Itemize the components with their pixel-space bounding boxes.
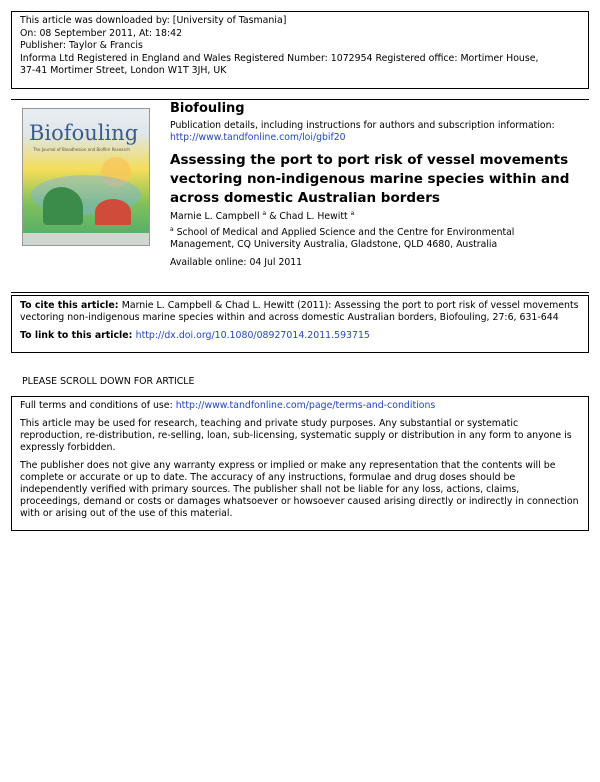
terms-lead: Full terms and conditions of use:	[20, 400, 176, 411]
terms-paragraph-2: The publisher does not give any warranty express or implied or make any representation that the contents will be complete or accurate or up to date. The accuracy of any instructions, formulae and drug doses should be independently verified with primary sources. The publisher shall not be liable for any loss, actions, claims, proceedings, demand or costs or damages whatsoever or howsoever caused arising directly or indirectly in connection with or arising out of the use of this material.	[20, 460, 579, 519]
publication-details	[170, 120, 555, 144]
terms-paragraph-1: This article may be used for research, teaching and private study purposes. Any substantial or systematic reproduction, re-distribution, re-selling, loan, sub-licensing, systematic supply or distribution in any form to anyone is expressly forbidden.	[20, 418, 572, 453]
citation-box	[11, 295, 589, 353]
available-online: Available online: 04 Jul 2011	[170, 257, 303, 268]
cover-art-coral	[95, 199, 131, 225]
scroll-notice: PLEASE SCROLL DOWN FOR ARTICLE	[22, 376, 195, 387]
cite-label: To cite this article:	[20, 300, 122, 311]
doi-link[interactable]: http://dx.doi.org/10.1080/08927014.2011.593715	[135, 330, 370, 341]
publication-details-text: Publication details, including instructions for authors and subscription information:	[170, 120, 555, 131]
affiliation-text: School of Medical and Applied Science and the Centre for Environmental Management, CQ University Australia, Gladstone, QLD 4680, Australia	[170, 227, 515, 251]
cover-art-plant	[43, 187, 83, 225]
cover-subtitle: The Journal of Bioadhesion and Biofilm Research	[33, 147, 130, 152]
cover-art-base	[23, 233, 149, 245]
terms-box	[11, 396, 589, 531]
download-line-5: 37-41 Mortimer Street, London W1T 3JH, UK	[20, 65, 227, 77]
terms-lead-line	[20, 400, 580, 412]
author-1: Marnie L. Campbell	[170, 211, 260, 223]
download-line-1: This article was downloaded by: [University of Tasmania]	[20, 15, 287, 26]
link-label: To link to this article:	[20, 330, 136, 341]
cite-text: Marnie L. Campbell & Chad L. Hewitt (2011): Assessing the port to port risk of vessel movements vectoring non-indigenous marine species within and across domestic Australian borders, Biofouling, 27:6, 631-644	[20, 300, 579, 323]
affiliation-mark: a	[170, 226, 174, 233]
author-2-affiliation-mark: a	[350, 210, 355, 217]
citation-line	[20, 300, 580, 324]
author-1-affiliation-mark: a	[262, 210, 267, 217]
cover-masthead: Biofouling	[29, 121, 139, 145]
article-title: Assessing the port to port risk of vessel movements vectoring non-indigenous marine species within and across domestic Australian borders	[170, 152, 570, 206]
download-info-box	[11, 11, 589, 89]
author-separator: &	[269, 211, 280, 223]
download-line-3: Publisher: Taylor & Francis	[20, 40, 143, 52]
journal-link[interactable]: http://www.tandfonline.com/loi/gbif20	[170, 132, 346, 143]
authors	[170, 210, 354, 222]
author-2: Chad L. Hewitt	[279, 211, 348, 223]
download-line-4: Informa Ltd Registered in England and Wales Registered Number: 1072954 Registered office: Mortimer House,	[20, 52, 539, 64]
download-line-2: On: 08 September 2011, At: 18:42	[20, 27, 183, 39]
journal-cover-image	[22, 108, 150, 246]
terms-link[interactable]: http://www.tandfonline.com/page/terms-and-conditions	[175, 400, 436, 411]
affiliation	[170, 224, 580, 251]
link-line	[20, 330, 580, 342]
journal-title: Biofouling	[170, 101, 245, 116]
